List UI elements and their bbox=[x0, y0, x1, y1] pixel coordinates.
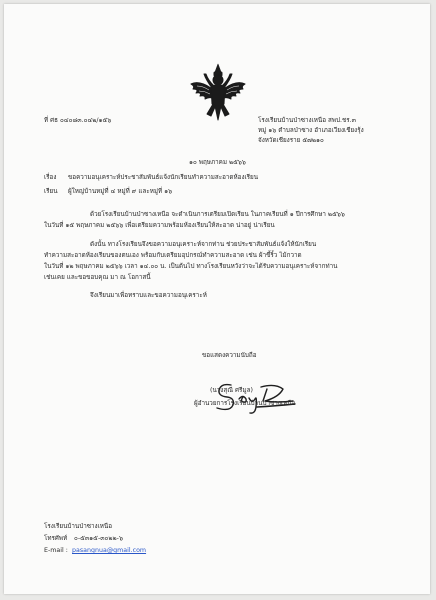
handwritten-signature bbox=[209, 377, 299, 417]
closing-salutation: ขอแสดงความนับถือ bbox=[202, 352, 257, 359]
footer-phone-label: โทรศัพท์ bbox=[44, 535, 68, 542]
letter-page bbox=[4, 4, 430, 594]
subject-label: เรื่อง bbox=[44, 174, 57, 181]
recipient-label: เรียน bbox=[44, 188, 58, 195]
paragraph-2-line-4: เช่นเคย และขอขอบคุณ มา ณ โอกาสนี้ bbox=[44, 274, 151, 281]
garuda-emblem-icon bbox=[187, 62, 249, 124]
footer-email-link[interactable]: pasangnua@gmail.com bbox=[72, 547, 147, 554]
paragraph-2-line-3: ในวันที่ ๑๒ พฤษภาคม ๒๕๖๖ เวลา ๑๔.๐๐ น. เป็นต้นไป ทางโรงเรียนหวังว่าจะได้รับความอนุเคราะห์จากท่าน bbox=[44, 263, 338, 270]
paragraph-1-line-1: ด้วยโรงเรียนบ้านป่าซางเหนือ จะดำเนินการเตรียมเปิดเรียน ในภาคเรียนที่ ๑ ปีการศึกษา ๒๕๖๖ bbox=[90, 211, 345, 218]
footer-phone: ๐-๕๓๑๕-๓๐๒๒-๖ bbox=[74, 535, 123, 542]
paragraph-2-line-2: ทำความสะอาดห้องเรียนของตนเอง พร้อมกับเตรียมอุปกรณ์ทำความสะอาด เช่น ผ้าขี้ริ้ว ไม้กวาด bbox=[44, 252, 302, 259]
recipient-text: ผู้ใหญ่บ้านหมู่ที่ ๔ หมู่ที่ ๙ และหมู่ที่ ๑๖ bbox=[68, 188, 173, 195]
letter-date: ๑๐ พฤษภาคม ๒๕๖๖ bbox=[189, 159, 246, 166]
subject-text: ขอความอนุเคราะห์ประชาสัมพันธ์แจ้งนักเรียนทำความสะอาดห้องเรียน bbox=[68, 174, 259, 181]
footer-school: โรงเรียนบ้านป่าซางเหนือ bbox=[44, 523, 113, 530]
paragraph-3: จึงเรียนมาเพื่อทราบและขอความอนุเคราะห์ bbox=[90, 292, 207, 299]
paragraph-1-line-2: ในวันที่ ๑๕ พฤษภาคม ๒๕๖๖ เพื่อเตรียมความพร้อมห้องเรียนให้สะอาด น่าอยู่ น่าเรียน bbox=[44, 222, 275, 229]
sender-org-line-1: โรงเรียนบ้านป่าซางเหนือ สพป.ชร.๓ bbox=[258, 117, 356, 124]
sender-org-line-3: จังหวัดเชียงราย ๕๗๒๑๐ bbox=[258, 137, 324, 144]
sender-org-line-2: หมู่ ๑๖ ตำบลป่าซาง อำเภอเวียงเชียงรุ้ง bbox=[258, 127, 364, 134]
document-number: ที่ ศธ ๐๔๐๘๓.๐๔๒/๑๕๖ bbox=[44, 117, 112, 124]
footer-email-label: E-mail : bbox=[44, 547, 68, 554]
paragraph-2-line-1: ดังนั้น ทางโรงเรียนจึงขอความอนุเคราะห์จากท่าน ช่วยประชาสัมพันธ์แจ้งให้นักเรียน bbox=[90, 241, 317, 248]
signatory-position: ผู้อำนวยการโรงเรียนบ้านป่าซางเหนือ bbox=[194, 400, 296, 407]
signatory-name: (นางสุณี ศรีมูล) bbox=[210, 387, 253, 394]
